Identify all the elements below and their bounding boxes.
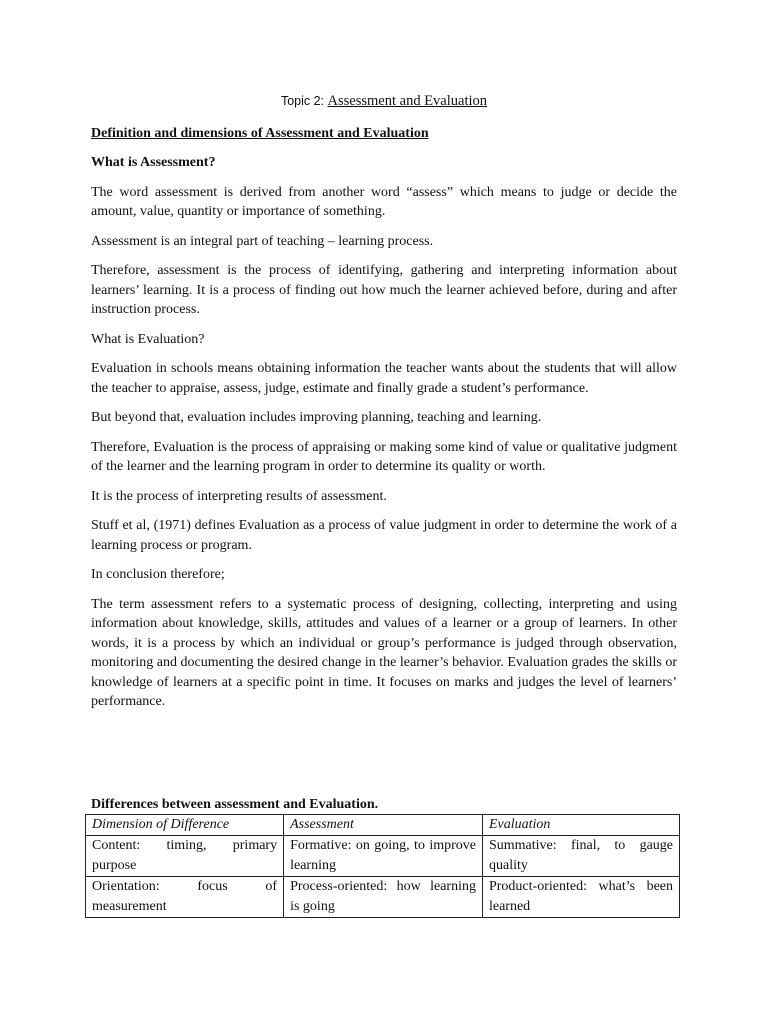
topic-title: Assessment and Evaluation [327, 93, 488, 109]
table-row [86, 835, 680, 876]
paragraph: Therefore, Evaluation is the process of appraising or making some kind of value or qualitative judgment of the learner and the learning program in order to determine its quality or worth. [91, 439, 677, 474]
paragraph: But beyond that, evaluation includes improving planning, teaching and learning. [91, 410, 542, 425]
section-heading: Definition and dimensions of Assessment and Evaluation [91, 125, 429, 141]
assessment-question-heading: What is Assessment? [91, 155, 216, 170]
table-cell: Summative: final, to gauge quality [482, 835, 679, 876]
paragraph: Therefore, assessment is the process of identifying, gathering and interpreting information about learners’ learning. It is a process of finding out how much the learner achieved before, during and after instruction process. [91, 263, 677, 317]
table-cell: Formative: on going, to improve learning [284, 835, 483, 876]
document-body [91, 92, 677, 918]
spacer [91, 722, 677, 796]
table-cell: Orientation: focus of measurement [86, 876, 284, 917]
table-cell: Process-oriented: how learning is going [284, 876, 483, 917]
table-row [86, 876, 680, 917]
table-header-row [86, 814, 680, 835]
table-cell: Product-oriented: what’s been learned [482, 876, 679, 917]
paragraph: The term assessment refers to a systematic process of designing, collecting, interpreting and using information about knowledge, skills, attitudes and values of a learner or a group of learners. In other words, it is a process by which an individual or group’s performance is judged through observation, monitoring and documenting the desired change in the learner’s behavior. Evaluation grades the skills or knowledge of learners at a specific point in time. It focuses on marks and judges the level of learners’ performance. [91, 596, 677, 709]
evaluation-question: What is Evaluation? [91, 331, 205, 347]
paragraph: Evaluation in schools means obtaining information the teacher wants about the students that will allow the teacher to appraise, assess, judge, estimate and finally grade a student’s performance. [91, 361, 677, 396]
paragraph: The word assessment is derived from another word “assess” which means to judge or decide the amount, value, quantity or importance of something. [91, 184, 677, 219]
paragraph: In conclusion therefore; [91, 567, 225, 582]
topic-title-line [91, 92, 677, 112]
paragraph: Assessment is an integral part of teaching – learning process. [91, 233, 434, 249]
table-header-cell: Evaluation [482, 814, 679, 835]
paragraph: Stuff et al, (1971) defines Evaluation as a process of value judgment in order to determine the work of a learning process or program. [91, 518, 677, 553]
differences-table [85, 814, 680, 918]
table-title: Differences between assessment and Evaluation. [91, 796, 379, 812]
table-header-cell: Assessment [284, 814, 483, 835]
table-header-cell: Dimension of Difference [86, 814, 284, 835]
table-cell: Content: timing, primary purpose [86, 835, 284, 876]
paragraph: It is the process of interpreting results of assessment. [91, 488, 387, 504]
topic-prefix: Topic 2: [280, 94, 325, 108]
